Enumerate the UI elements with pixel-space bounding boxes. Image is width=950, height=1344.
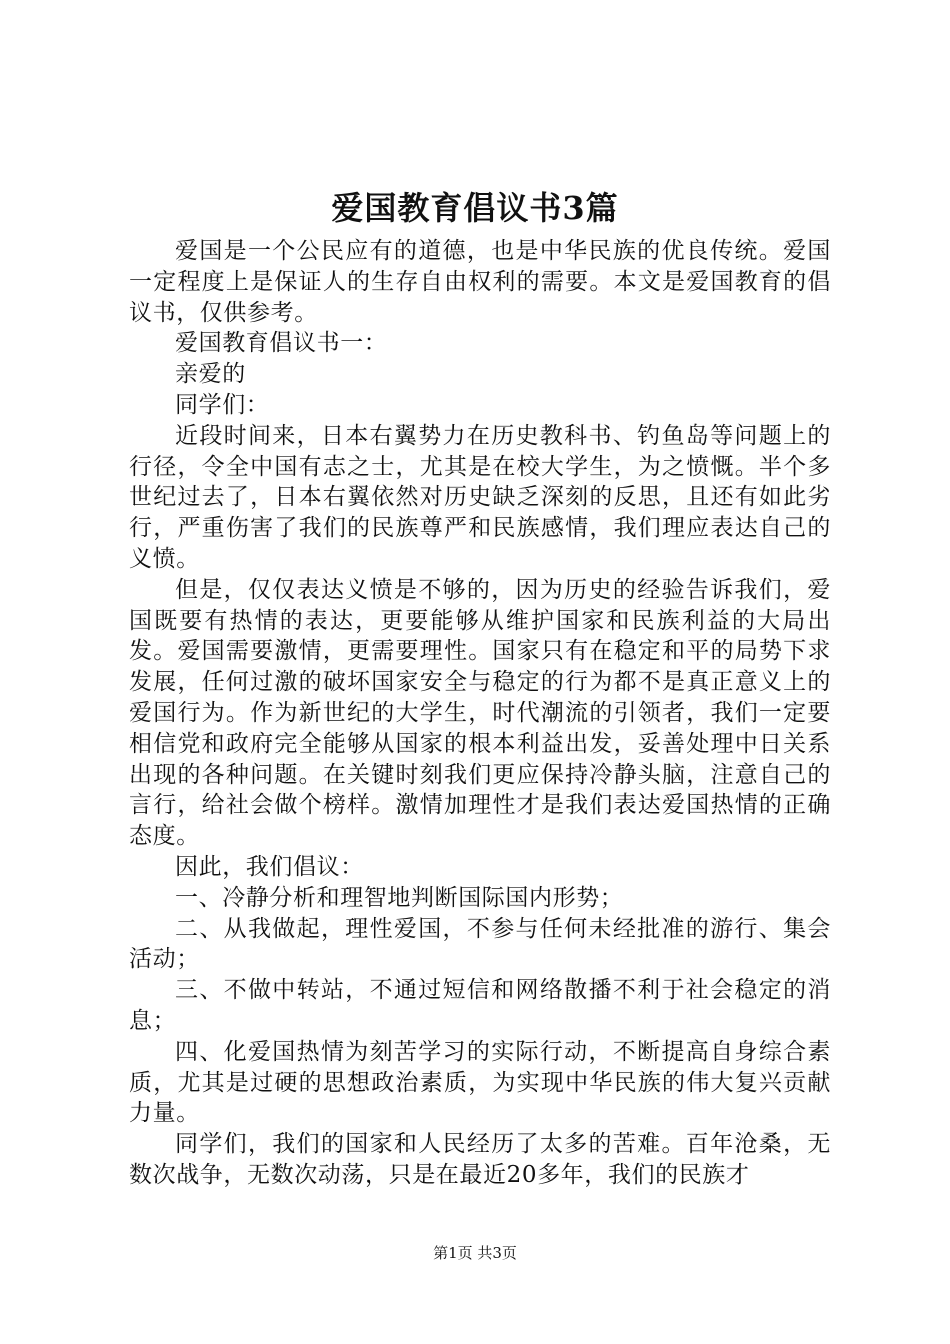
document-title: 爱国教育倡议书3篇 [331, 189, 619, 227]
proposal-item: 三、不做中转站，不通过短信和网络散播不利于社会稳定的消息； [129, 977, 831, 1034]
salutation-line-1: 亲爱的 [175, 361, 246, 388]
document-body [129, 236, 831, 1191]
proposal-item: 四、化爱国热情为刻苦学习的实际行动，不断提高自身综合素质，尤其是过硬的思想政治素质，为实现中华民族的伟大复兴贡献力量。 [129, 1038, 831, 1127]
body-paragraph: 同学们，我们的国家和人民经历了太多的苦难。百年沧桑，无数次战争，无数次动荡，只是在最近20多年，我们的民族才 [129, 1131, 831, 1188]
proposal-item: 二、从我做起，理性爱国，不参与任何未经批准的游行、集会活动； [129, 915, 831, 973]
section-heading: 爱国教育倡议书一： [175, 330, 388, 357]
body-paragraph: 近段时间来，日本右翼势力在历史教科书、钓鱼岛等问题上的行径，令全中国有志之士，尤其是在校大学生，为之愤慨。半个多世纪过去了，日本右翼依然对历史缺乏深刻的反思，且还有如此劣行，严重伤害了我们的民族尊严和民族感情，我们理应表达自己的义愤。 [129, 422, 831, 572]
proposal-intro: 因此，我们倡议： [175, 853, 364, 880]
body-paragraph: 但是，仅仅表达义愤是不够的，因为历史的经验告诉我们，爱国既要有热情的表达，更要能够从维护国家和民族利益的大局出发。爱国需要激情，更需要理性。国家只有在稳定和平的局势下求发展，任何过激的破坏国家安全与稳定的行为都不是真正意义上的爱国行为。作为新世纪的大学生，时代潮流的引领者，我们一定要相信党和政府完全能够从国家的根本利益出发，妥善处理中日关系出现的各种问题。在关键时刻我们更应保持冷静头脑，注意自己的言行，给社会做个榜样。激情加理性才是我们表达爱国热情的正确态度。 [129, 576, 831, 850]
proposal-item: 一、冷静分析和理智地判断国际国内形势； [175, 884, 624, 911]
page-footer: 第1页 共3页 [433, 1244, 517, 1262]
salutation-line-2: 同学们： [175, 391, 270, 418]
intro-paragraph: 爱国是一个公民应有的道德，也是中华民族的优良传统。爱国一定程度上是保证人的生存自由权利的需要。本文是爱国教育的倡议书，仅供参考。 [129, 238, 831, 326]
